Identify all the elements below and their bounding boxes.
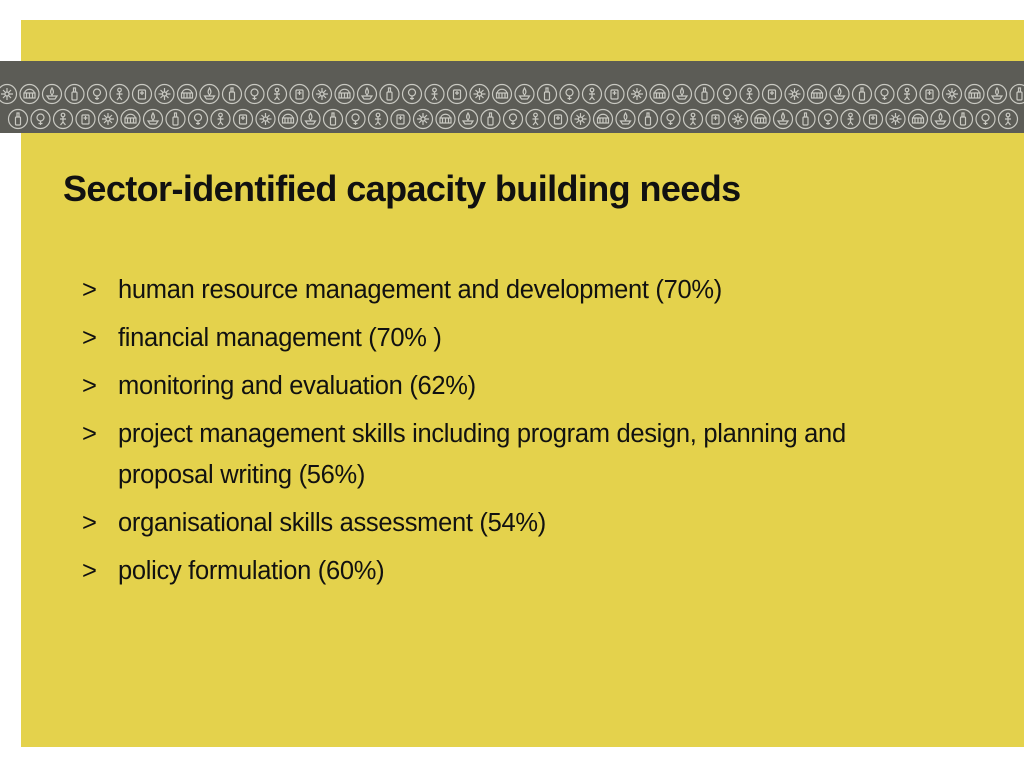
bottle-icon xyxy=(324,110,343,129)
lamp-icon xyxy=(931,110,950,129)
flower-icon xyxy=(628,85,647,104)
lamp-icon xyxy=(144,110,163,129)
bullet-marker: > xyxy=(82,557,97,585)
basket-icon xyxy=(178,85,197,104)
basket-icon xyxy=(493,85,512,104)
lamp-icon xyxy=(459,110,478,129)
flower-icon xyxy=(256,110,275,129)
slide-title: Sector-identified capacity building needs xyxy=(63,168,741,209)
bullet-item xyxy=(78,318,938,359)
basket-icon xyxy=(808,85,827,104)
bullet-item xyxy=(78,551,938,592)
ring-icon xyxy=(819,110,838,129)
jar-icon xyxy=(864,110,883,129)
figure-icon xyxy=(268,85,287,104)
jar-icon xyxy=(133,85,152,104)
bottle-icon xyxy=(481,110,500,129)
jar-icon xyxy=(920,85,939,104)
basket-icon xyxy=(279,110,298,129)
bullet-list xyxy=(78,270,938,599)
ring-icon xyxy=(875,85,894,104)
figure-icon xyxy=(211,110,230,129)
basket-icon xyxy=(751,110,770,129)
lamp-icon xyxy=(301,110,320,129)
basket-icon xyxy=(965,85,984,104)
ring-icon xyxy=(718,85,737,104)
basket-icon xyxy=(909,110,928,129)
bottle-icon xyxy=(954,110,973,129)
bullet-text: policy formulation (60%) xyxy=(118,557,385,585)
lamp-icon xyxy=(43,85,62,104)
figure-icon xyxy=(583,85,602,104)
figure-icon xyxy=(54,110,73,129)
bullet-text: organisational skills assessment (54%) xyxy=(118,509,546,537)
bullet-marker: > xyxy=(82,420,97,448)
bullet-marker: > xyxy=(82,276,97,304)
flower-icon xyxy=(313,85,332,104)
figure-icon xyxy=(425,85,444,104)
bullet-marker: > xyxy=(82,509,97,537)
ring-icon xyxy=(346,110,365,129)
flower-icon xyxy=(470,85,489,104)
basket-icon xyxy=(20,85,39,104)
basket-icon xyxy=(436,110,455,129)
lamp-icon xyxy=(200,85,219,104)
jar-icon xyxy=(76,110,95,129)
jar-icon xyxy=(234,110,253,129)
figure-icon xyxy=(526,110,545,129)
lamp-icon xyxy=(673,85,692,104)
bullet-text: human resource management and development (70%) xyxy=(118,276,722,304)
jar-icon xyxy=(391,110,410,129)
flower-icon xyxy=(414,110,433,129)
bottle-icon xyxy=(639,110,658,129)
jar-icon xyxy=(605,85,624,104)
flower-icon xyxy=(99,110,118,129)
figure-icon xyxy=(999,110,1018,129)
ring-icon xyxy=(976,110,995,129)
lamp-icon xyxy=(830,85,849,104)
lamp-icon xyxy=(988,85,1007,104)
jar-icon xyxy=(706,110,725,129)
pattern-icons xyxy=(0,61,1024,133)
lamp-icon xyxy=(616,110,635,129)
flower-icon xyxy=(0,85,17,104)
bullet-text: project management skills including program design, planning and proposal writing (56%) xyxy=(118,420,846,489)
figure-icon xyxy=(369,110,388,129)
bottle-icon xyxy=(166,110,185,129)
bottle-icon xyxy=(9,110,28,129)
bullet-item xyxy=(78,270,938,311)
basket-icon xyxy=(121,110,140,129)
bottle-icon xyxy=(853,85,872,104)
flower-icon xyxy=(886,110,905,129)
lamp-icon xyxy=(358,85,377,104)
bullet-marker: > xyxy=(82,324,97,352)
flower-icon xyxy=(155,85,174,104)
ring-icon xyxy=(560,85,579,104)
figure-icon xyxy=(898,85,917,104)
basket-icon xyxy=(650,85,669,104)
flower-icon xyxy=(943,85,962,104)
basket-icon xyxy=(594,110,613,129)
jar-icon xyxy=(290,85,309,104)
basket-icon xyxy=(335,85,354,104)
ring-icon xyxy=(403,85,422,104)
jar-icon xyxy=(549,110,568,129)
bullet-item xyxy=(78,503,938,544)
jar-icon xyxy=(763,85,782,104)
figure-icon xyxy=(684,110,703,129)
bottle-icon xyxy=(223,85,242,104)
bullet-item xyxy=(78,366,938,407)
flower-icon xyxy=(785,85,804,104)
bottle-icon xyxy=(796,110,815,129)
bullet-item xyxy=(78,414,938,496)
ring-icon xyxy=(504,110,523,129)
jar-icon xyxy=(448,85,467,104)
bottle-icon xyxy=(538,85,557,104)
ring-icon xyxy=(31,110,50,129)
ring-icon xyxy=(88,85,107,104)
figure-icon xyxy=(110,85,129,104)
bullet-text: financial management (70% ) xyxy=(118,324,442,352)
lamp-icon xyxy=(515,85,534,104)
bottle-icon xyxy=(65,85,84,104)
lamp-icon xyxy=(774,110,793,129)
ring-icon xyxy=(245,85,264,104)
ring-icon xyxy=(189,110,208,129)
bullet-marker: > xyxy=(82,372,97,400)
flower-icon xyxy=(571,110,590,129)
figure-icon xyxy=(740,85,759,104)
bullet-text: monitoring and evaluation (62%) xyxy=(118,372,476,400)
bottle-icon xyxy=(695,85,714,104)
flower-icon xyxy=(729,110,748,129)
ring-icon xyxy=(661,110,680,129)
decorative-pattern-band xyxy=(0,61,1024,133)
bottle-icon xyxy=(380,85,399,104)
figure-icon xyxy=(841,110,860,129)
bottle-icon xyxy=(1010,85,1024,104)
